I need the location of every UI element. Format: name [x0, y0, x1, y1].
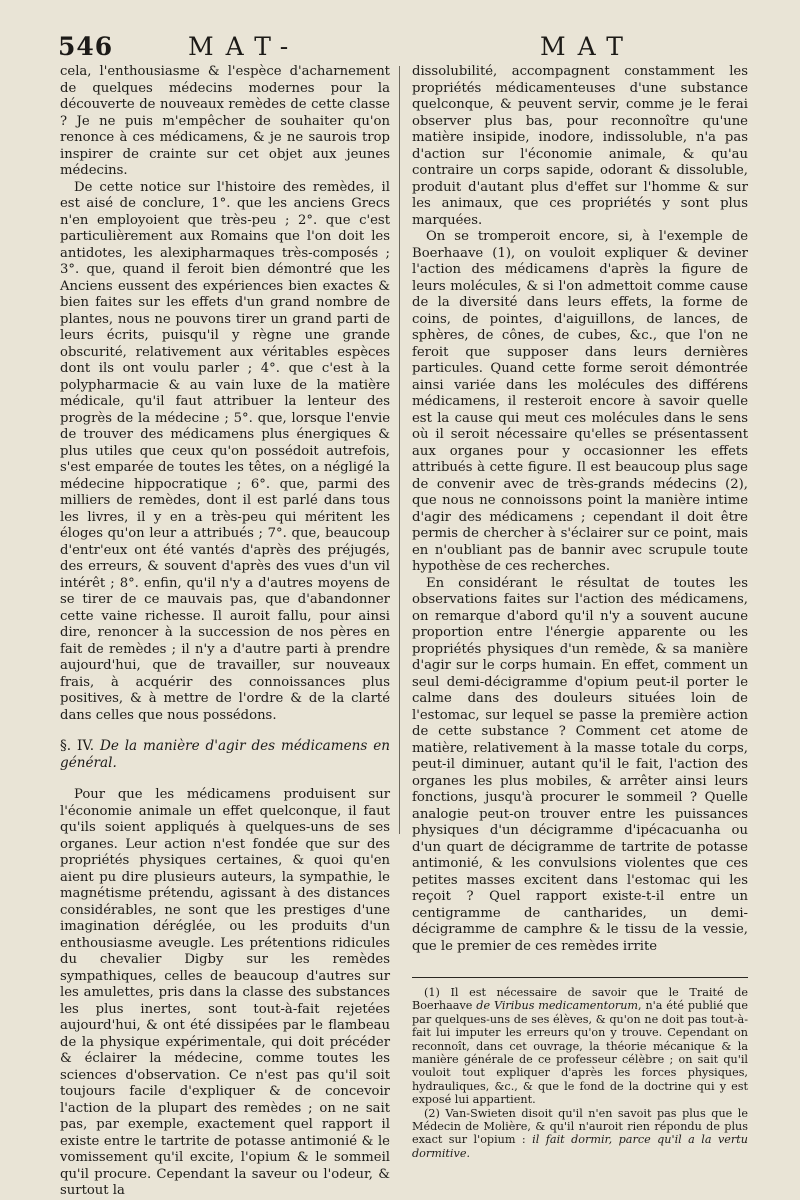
running-head-right: MAT — [540, 32, 635, 61]
column-divider — [399, 66, 400, 834]
section-number: §. IV. — [60, 738, 95, 754]
section-title: De la manière d'agir des médicamens en général. — [60, 738, 390, 771]
section-heading — [60, 738, 390, 771]
footnote-text: (2) Van-Swieten disoit qu'il n'en savoit pas plus que le Médecin de Molière, & qu'il n'auroit rien répondu de plus exact sur l'opium : — [412, 1106, 748, 1147]
running-head-left: MAT- — [188, 32, 301, 61]
footnote-1 — [412, 986, 748, 1107]
paragraph: En considérant le résultat de toutes les observations faites sur l'action des médicamens, on remarque d'abord qu'il n'y a souvent aucune proportion entre l'énergie apparente ou les propriétés physiques d'un remède, & sa manière d'agir sur le corps humain. En effet, comment un seul demi-décigramme d'opium peut-il porter le calme dans des douleurs situées loin de l'estomac, sur lequel se passe la première action de cette substance ? Comment cet atome de matière, relativement à la masse totale du corps, peut-il diminuer, autant qu'il le fait, l'action des organes les plus mobiles, & arrêter ainsi leurs fonctions, jusqu'à procurer le sommeil ? Quelle analogie peut-on trouver entre les puissances physiques d'un décigramme d'ipécacuanha ou d'un quart de décigramme de tartrite de potasse antimonié, & les convulsions violentes que ces petites masses excitent dans l'estomac qui les reçoit ? Quel rapport existe-t-il entre un centigramme de cantharides, un demi-décigramme de camphre & le tissu de la vessie, que le premier de ces remèdes irrite — [412, 575, 748, 954]
paragraph: On se tromperoit encore, si, à l'exemple de Boerhaave (1), on vouloit expliquer & deviner l'action des médicamens d'après la figure de leurs molécules, & si l'on admettoit comme cause de la diversité dans leurs effets, la forme de coins, de pointes, d'aiguillons, de lances, de sphères, de cônes, de cubes, &c., que l'on ne feroit que supposer dans leurs dernières particules. Quand cette forme seroit démontrée ainsi variée dans les molécules des différens médicamens, il resteroit encore à savoir quelle est la cause qui meut ces molécules dans le sens où il seroit nécessaire qu'elles se présentassent aux organes pour y occasionner les effets attribués à cette figure. Il est beaucoup plus sage de convenir avec de très-grands médecins (2), que nous ne connoissons point la manière intime d'agir des médicamens ; cependant il doit être permis de chercher à s'éclairer sur ce point, mais en n'oubliant pas de bannir avec scrupule toute hypothèse de ces recherches. — [412, 229, 748, 574]
page-number: 546 — [58, 32, 114, 61]
footnote-quote: il fait dormir, parce qu'il a la vertu dormitive. — [412, 1133, 748, 1160]
paragraph: cela, l'enthousiasme & l'espèce d'acharnement de quelques médecins modernes pour la découverte de nouveaux remèdes de cette classe ? Je ne puis m'empêcher de souhaiter qu'on renonce à ces médicamens, & je ne saurois trop inspirer de crainte sur cet objet aux jeunes médecins. — [60, 64, 390, 178]
right-column — [412, 64, 748, 1160]
footnote-text: , n'a été publié que par quelques-uns de ses élèves, & qu'on ne doit pas tout-à-fait lui imputer les erreurs qu'on y trouve. Cependant on reconnoît, dans cet ouvrage, la théorie mécanique & la manière générale de ce professeur célèbre ; on sait qu'il vouloit tout expliquer d'après les forces physiques, hydrauliques, &c., & que le fond de la doctrine qui y est exposé lui appartient. — [412, 999, 749, 1107]
paragraph: Pour que les médicamens produisent sur l'économie animale un effet quelconque, il faut qu'ils soient appliqués à quelques-uns de ses organes. Leur action n'est fondée que sur des propriétés physiques certaines, & quoi qu'en aient pu dire plusieurs auteurs, la sympathie, le magnétisme prétendu, agissant à des distances considérables, ne sont que les prestiges d'une imagination déréglée, ou les produits d'un enthousiasme aveugle. Les prétentions ridicules du chevalier Digby sur les remèdes sympathiques, celles de beaucoup d'autres sur les amulettes, pris dans la classe des substances les plus inertes, sont tout-à-fait rejetées aujourd'hui, & ont été dissipées par le flambeau de la physique expérimentale, qui doit précéder & éclairer la médecine, comme toutes les sciences d'observation. Ce n'est pas qu'il soit toujours facile d'expliquer & de concevoir l'action de la plupart des remèdes ; on ne sait pas, par exemple, exactement quel rapport il existe entre le tartrite de potasse antimonié & le vomissement qu'il excite, l'opium & le sommeil qu'il procure. Cependant la saveur ou l'odeur, & surtout la — [60, 787, 390, 1198]
page-header — [0, 26, 800, 62]
footnote-2 — [412, 1107, 748, 1161]
footnote-text: (1) Il est nécessaire de savoir que le Traité de Boerhaave — [412, 986, 748, 1013]
footnote-rule — [412, 977, 748, 978]
left-column — [60, 64, 390, 1200]
footnote-work-title: de Viribus medicamentorum — [476, 999, 639, 1013]
footnotes — [412, 986, 748, 1160]
paragraph: De cette notice sur l'histoire des remèdes, il est aisé de conclure, 1°. que les anciens Grecs n'en employoient que très-peu ; 2°. que c'est particulièrement aux Romains que l'on doit les antidotes, les alexipharmaques très-composés ; 3°. que, quand il feroit bien démontré que les Anciens eussent des expériences bien exactes & bien faites sur les effets d'un grand nombre de plantes, nous ne pouvons tirer un grand parti de leurs écrits, puisqu'il y règne une grande obscurité, relativement aux véritables espèces dont ils ont voulu parler ; 4°. que c'est à la polypharmacie & au vain luxe de la matière médicale, qu'il faut attribuer la lenteur des progrès de la médecine ; 5°. que, lorsque l'envie de trouver des médicamens plus énergiques & plus utiles que ceux qu'on possédoit autrefois, s'est emparée de toutes les têtes, on a négligé la médecine hippocratique ; 6°. que, parmi des milliers de remèdes, dont il est parlé dans tous les livres, il y en a très-peu qui méritent les éloges qu'on leur a attribués ; 7°. que, beaucoup d'entr'eux ont été vantés d'après des préjugés, des erreurs, & souvent d'après des vues d'un vil intérêt ; 8°. enfin, qu'il n'y a d'autres moyens de se tirer de ce mauvais pas, que d'abandonner cette vaine richesse. Il auroit fallu, pour ainsi dire, renoncer à la succession de nos pères en fait de remèdes ; il n'y a d'autre parti à prendre aujourd'hui, que de travailler, sur nouveaux frais, à acquérir des connoissances plus positives, & à mettre de l'ordre & de la clarté dans celles que nous possédons. — [60, 179, 390, 723]
paragraph: dissolubilité, accompagnent constamment les propriétés médicamenteuses d'une substance quelconque, & peuvent servir, comme je le ferai observer plus bas, pour reconnoître qu'une matière insipide, inodore, indissoluble, n'a pas d'action sur l'économie animale, & qu'au contraire un corps sapide, odorant & dissoluble, produit d'autant plus d'effet sur l'homme & sur les animaux, que ces propriétés y sont plus marquées. — [412, 64, 748, 228]
